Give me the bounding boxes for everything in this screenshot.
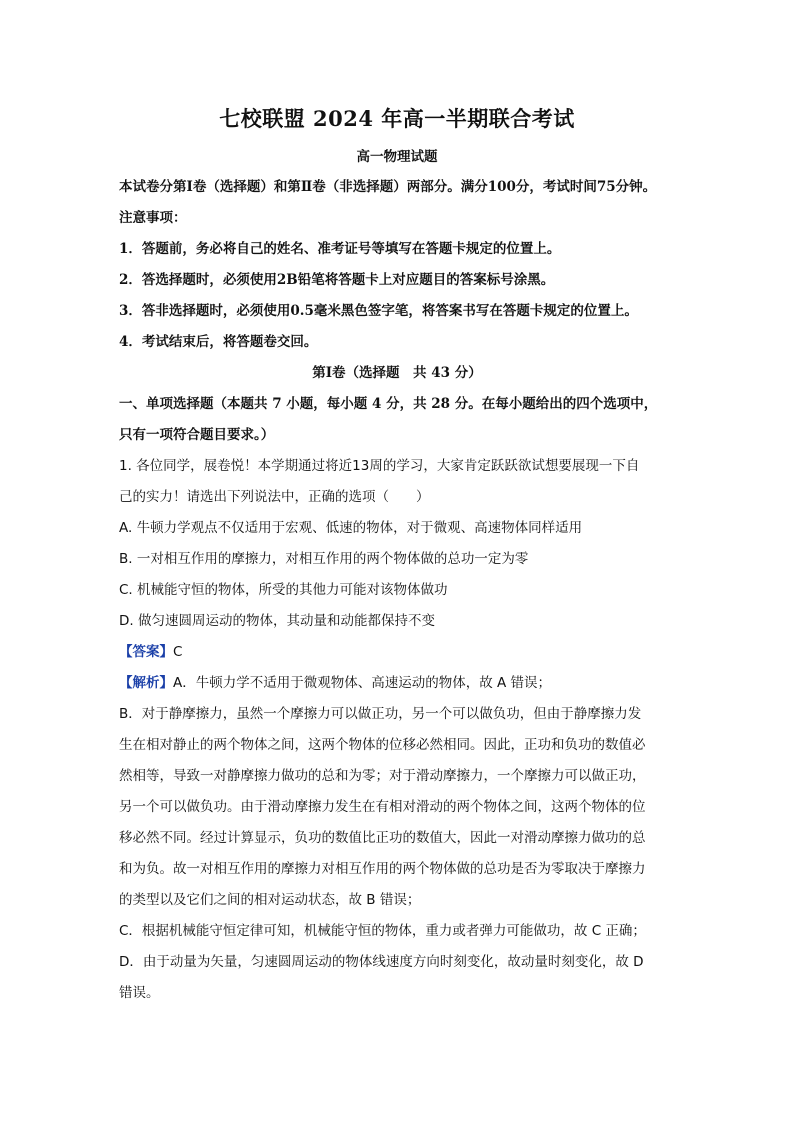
- option-b: B. 一对相互作用的摩擦力，对相互作用的两个物体做的总功一定为零: [119, 551, 529, 567]
- question-stem: 1. 各位同学，展卷悦！本学期通过将近13周的学习，大家肯定跃跃欲试想要展现一下自: [119, 458, 640, 474]
- analysis-text: 生在相对静止的两个物体之间，这两个物体的位移必然相同。因此，正功和负功的数值必: [119, 737, 646, 753]
- analysis-text: D．由于动量为矢量，匀速圆周运动的物体线速度方向时刻变化，故动量时刻变化，故 D: [119, 954, 644, 970]
- answer-line: [119, 643, 699, 661]
- part-instructions-cont: 只有一项符合题目要求。）: [119, 427, 275, 443]
- answer-tag: 【答案】: [119, 644, 173, 660]
- notice-item: 3．答非选择题时，必须使用0.5毫米黑色签字笔，将答案书写在答题卡规定的位置上。: [119, 303, 638, 319]
- notice-item: 4．考试结束后，将答题卷交回。: [119, 334, 318, 350]
- part-instructions: 一、单项选择题（本题共 7 小题，每小题 4 分，共 28 分。在每小题给出的四个选项中，: [119, 396, 658, 412]
- analysis-text: C．根据机械能守恒定律可知，机械能守恒的物体，重力或者弹力可能做功，故 C 正确；: [119, 923, 646, 939]
- question-stem-cont: 己的实力！请选出下列说法中，正确的选项（ ）: [119, 489, 430, 505]
- analysis-tag: 【解析】: [119, 675, 173, 691]
- notice-heading: 注意事项：: [119, 210, 187, 226]
- page-subtitle: 高一物理试题: [356, 149, 438, 165]
- notice-item: 2．答选择题时，必须使用2B铅笔将答题卡上对应题目的答案标号涂黑。: [119, 272, 555, 288]
- section-title: 第Ⅰ卷（选择题 共 43 分）: [312, 365, 482, 381]
- notice-item: 1．答题前，务必将自己的姓名、准考证号等填写在答题卡规定的位置上。: [119, 241, 561, 257]
- analysis-text: 和为负。故一对相互作用的摩擦力对相互作用的两个物体做的总功是否为零取决于摩擦力: [119, 861, 646, 877]
- analysis-text: B．对于静摩擦力，虽然一个摩擦力可以做正功，另一个可以做负功，但由于静摩擦力发: [119, 706, 642, 722]
- answer-value: C: [173, 644, 183, 660]
- analysis-text: 错误。: [119, 985, 160, 1001]
- analysis-text: A．牛顿力学不适用于微观物体、高速运动的物体，故 A 错误；: [173, 675, 552, 691]
- option-c: C. 机械能守恒的物体，所受的其他力可能对该物体做功: [119, 582, 448, 598]
- option-a: A. 牛顿力学观点不仅适用于宏观、低速的物体，对于微观、高速物体同样适用: [119, 520, 583, 536]
- exam-intro: 本试卷分第Ⅰ卷（选择题）和第Ⅱ卷（非选择题）两部分。满分100分，考试时间75分钟。: [119, 179, 657, 195]
- option-d: D. 做匀速圆周运动的物体，其动量和动能都保持不变: [119, 613, 435, 629]
- analysis-text: 的类型以及它们之间的相对运动状态，故 B 错误；: [119, 892, 421, 908]
- analysis-text: 然相等，导致一对静摩擦力做功的总和为零；对于滑动摩擦力，一个摩擦力可以做正功，: [119, 768, 646, 784]
- analysis-line: [119, 674, 699, 692]
- analysis-text: 移必然不同。经过计算显示，负功的数值比正功的数值大，因此一对滑动摩擦力做功的总: [119, 830, 646, 846]
- page-title: 七校联盟 2024 年高一半期联合考试: [219, 106, 575, 131]
- analysis-text: 另一个可以做负功。由于滑动摩擦力发生在有相对滑动的两个物体之间，这两个物体的位: [119, 799, 646, 815]
